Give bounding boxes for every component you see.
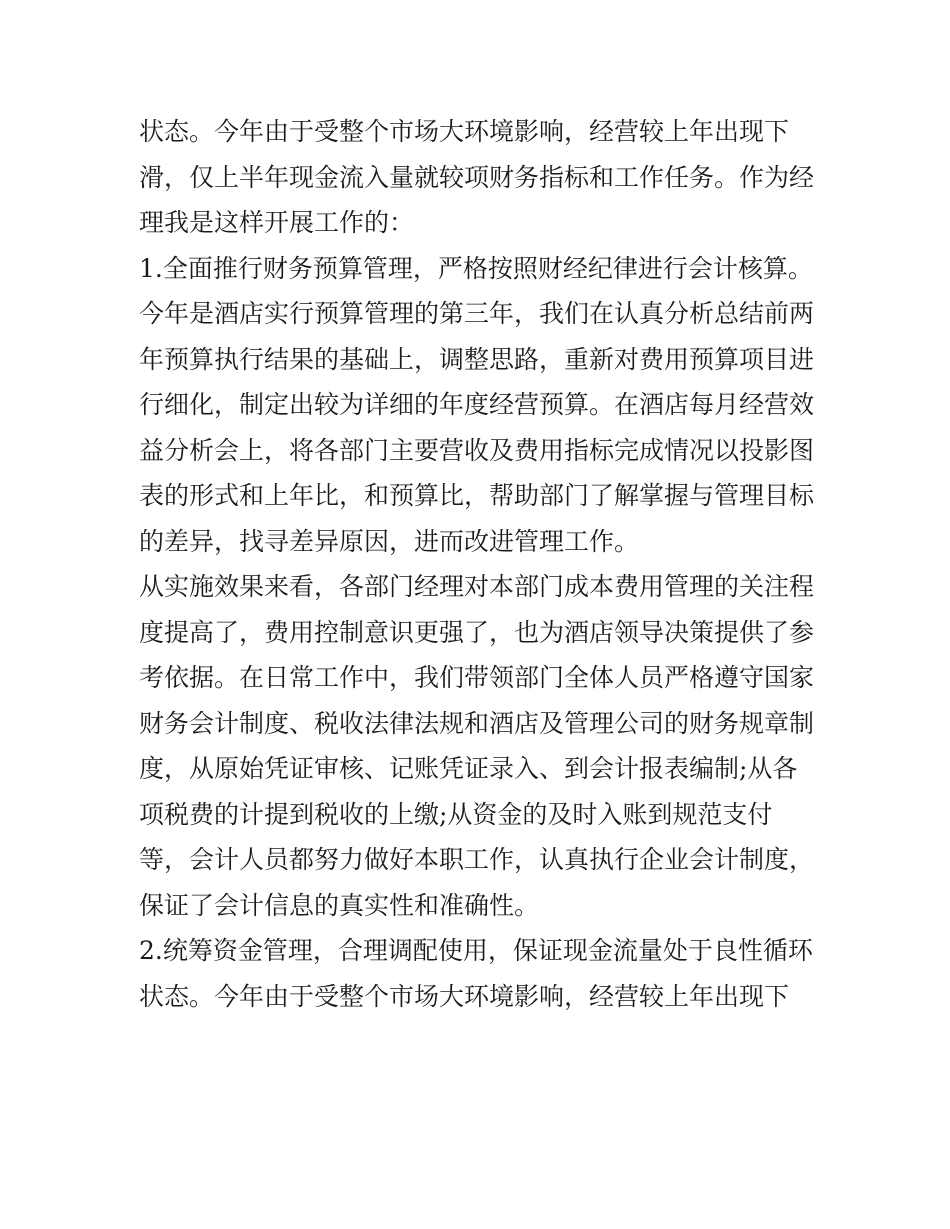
text-line: 状态。今年由于受整个市场大环境影响，经营较上年出现下	[139, 981, 790, 1011]
text-line: 等，会计人员都努力做好本职工作，认真执行企业会计制度，	[139, 845, 815, 874]
document-body	[139, 109, 819, 1019]
text-line: 考依据。在日常工作中，我们带领部门全体人员严格遵守国家	[139, 663, 815, 692]
text-line: 1.全面推行财务预算管理，严格按照财经纪律进行会计核算。	[139, 253, 813, 283]
text-line: 滑，仅上半年现金流入量就较项财务指标和工作任务。作为经	[139, 162, 815, 192]
text-line: 表的形式和上年比，和预算比，帮助部门了解掌握与管理目标	[139, 481, 815, 510]
text-line: 度提高了，费用控制意识更强了，也为酒店领导决策提供了参	[139, 617, 815, 647]
text-line: 财务会计制度、税收法律法规和酒店及管理公司的财务规章制	[139, 708, 815, 738]
text-line: 度，从原始凭证审核、记账凭证录入、到会计报表编制;从各	[139, 754, 798, 783]
text-line: 今年是酒店实行预算管理的第三年，我们在认真分析总结前两	[139, 299, 815, 328]
text-line: 状态。今年由于受整个市场大环境影响，经营较上年出现下	[139, 117, 790, 146]
text-line: 保证了会计信息的真实性和准确性。	[139, 890, 540, 920]
text-line: 理我是这样开展工作的：	[139, 208, 415, 237]
text-line: 从实施效果来看，各部门经理对本部门成本费用管理的关注程	[139, 572, 815, 601]
text-line: 年预算执行结果的基础上，调整思路，重新对费用预算项目进	[139, 344, 815, 374]
text-line: 项税费的计提到税收的上缴;从资金的及时入账到规范支付	[139, 799, 773, 829]
text-line: 的差异，找寻差异原因，进而改进管理工作。	[139, 526, 640, 556]
text-line: 2.统筹资金管理，合理调配使用，保证现金流量处于良性循环	[139, 936, 813, 965]
text-line: 益分析会上，将各部门主要营收及费用指标完成情况以投影图	[139, 435, 815, 465]
text-line: 行细化，制定出较为详细的年度经营预算。在酒店每月经营效	[139, 390, 815, 419]
